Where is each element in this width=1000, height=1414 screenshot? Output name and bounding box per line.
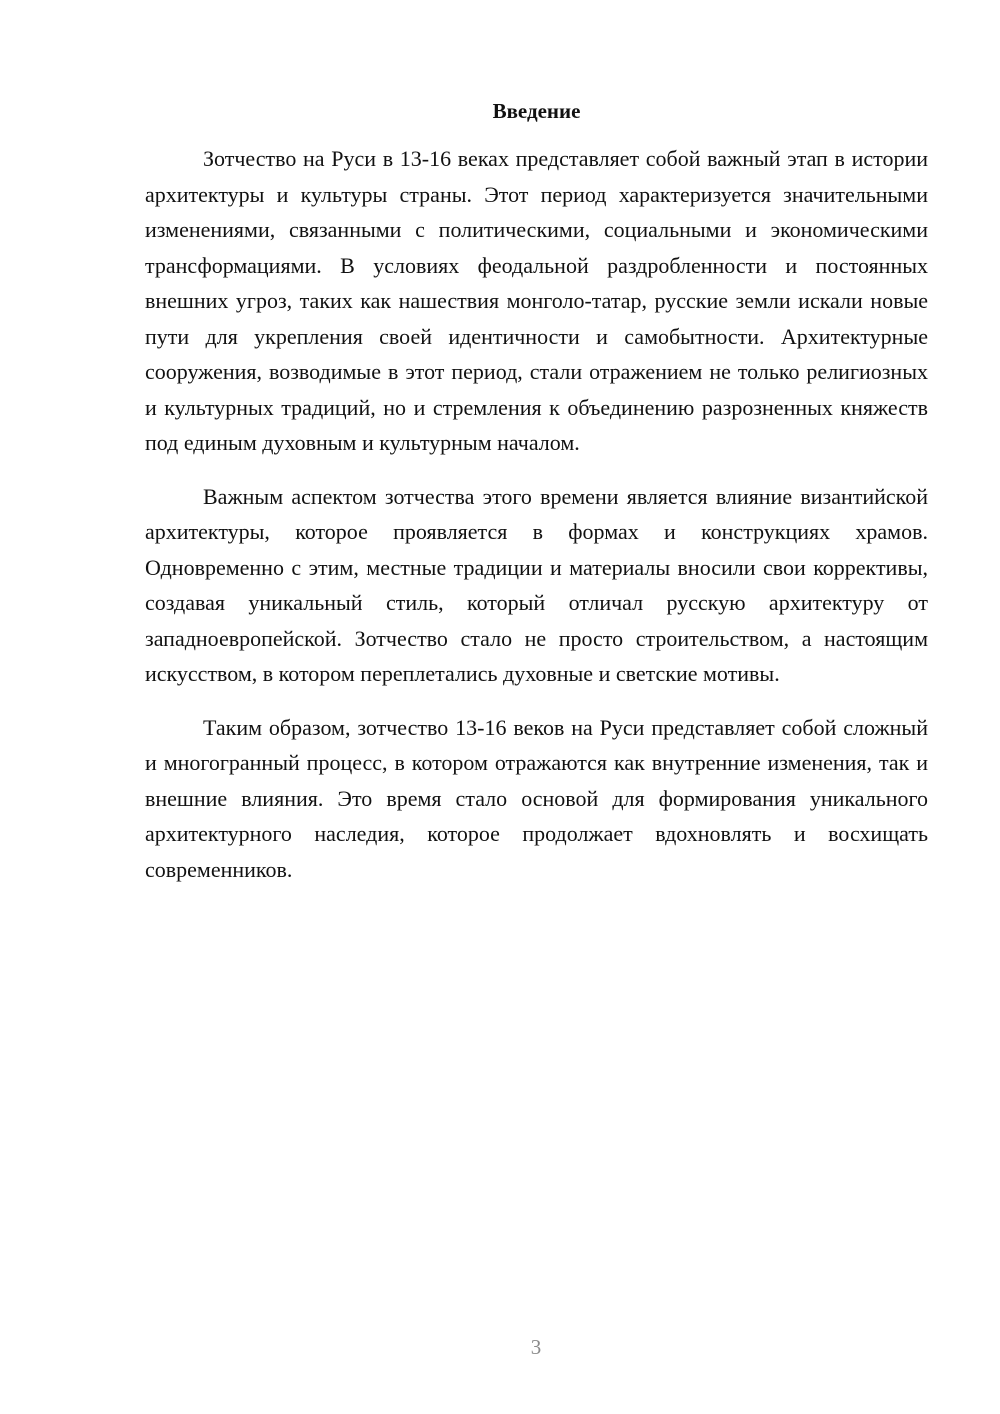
body-text (145, 141, 928, 887)
paragraph-3: Таким образом, зотчество 13-16 веков на Руси представляет собой сложный и многогранный процесс, в котором отражаются как внутренние изменения, так и внешние влияния. Это время стало основой для формирования уникального архитектурного наследия, которое продолжает вдохновлять и восхищать современников. (145, 714, 928, 882)
paragraph-2: Важным аспектом зотчества этого времени является влияние византийской архитектуры, которое проявляется в формах и конструкциях храмов. Одновременно с этим, местные традиции и материалы вносили свои коррективы, создавая уникальный стиль, который отличал русскую архитектуру от западноевропейской. Зотчество стало не просто строительством, а настоящим искусством, в котором переплетались духовные и светские мотивы. (145, 483, 928, 686)
paragraph-1: Зотчество на Руси в 13-16 веках представляет собой важный этап в истории архитектуры и культуры страны. Этот период характеризуется значительными изменениями, связанными с политическими, социальными и экономическими трансформациями. В условиях феодальной раздробленности и постоянных внешних угроз, таких как нашествия монголо-татар, русские земли искали новые пути для укрепления своей идентичности и самобытности. Архитектурные сооружения, возводимые в этот период, стали отражением не только религиозных и культурных традиций, но и стремления к объединению разрозненных княжеств под единым духовным и культурным началом. (145, 146, 928, 455)
page-title: Введение (492, 99, 581, 123)
page-number: 3 (530, 1335, 542, 1359)
